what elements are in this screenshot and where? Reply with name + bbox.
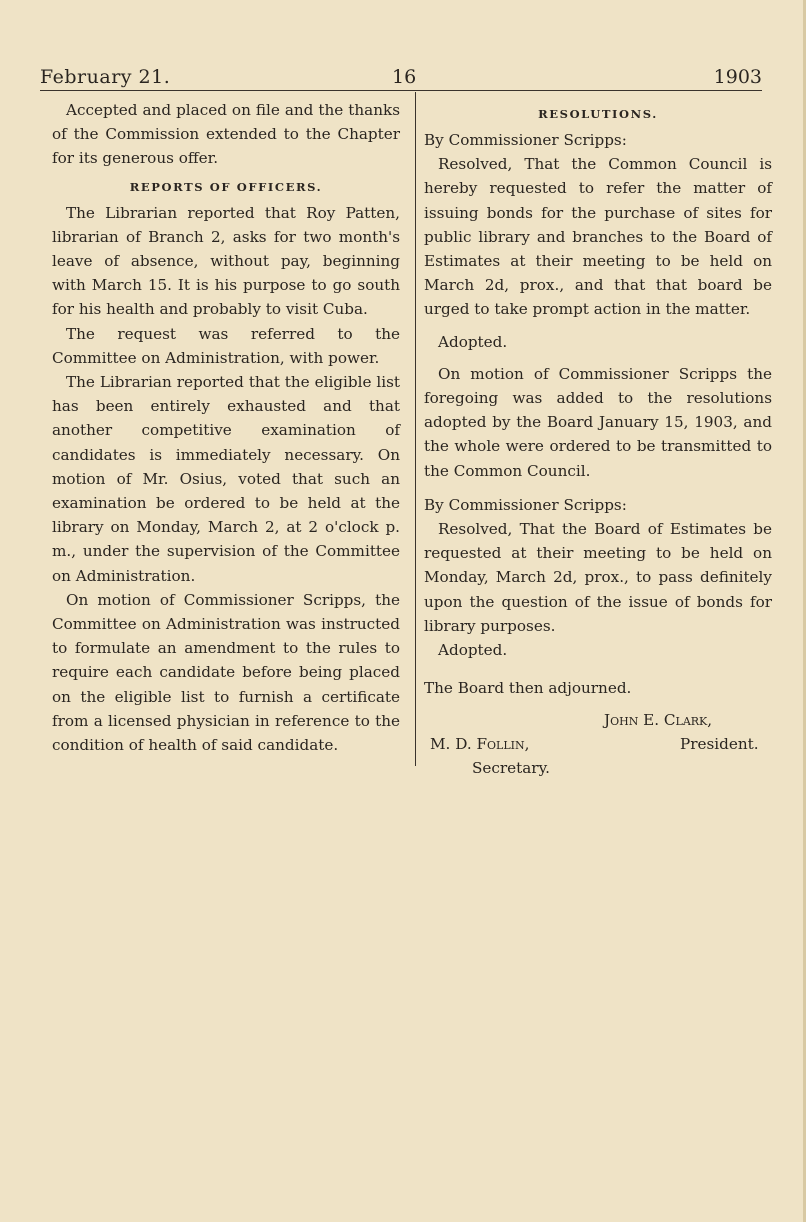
president-title: President.	[680, 735, 759, 754]
header-date: February 21.	[40, 66, 171, 88]
adopted-2: Adopted.	[438, 641, 508, 660]
resolution-2: Resolved, That the Board of Estimates be requested at their meeting to be held on Monday, March 2d, prox., to pass definitely upon the question of the issue of bonds for library purposes.	[424, 520, 772, 635]
resolution-1: Resolved, That the Common Council is hereby requested to refer the matter of issuing bonds for the purchase of sites for public library and branches to the Board of Estimates at their meeting to be held on March 2d, prox., and that that board be urged to take prompt action in the matter.	[424, 155, 772, 319]
signature-block	[424, 708, 772, 778]
paragraph-amendment: On motion of Commissioner Scripps, the Committee on Administration was instructed to formulate an amendment to the rules to require each candidate before being placed on the eligible list to furnish a certificate from a licensed physician in reference to the condition of health of said candidate.	[52, 590, 400, 755]
resolution-mover-1: By Commissioner Scripps:	[424, 131, 627, 149]
left-column	[52, 98, 400, 757]
secretary-name: M. D. Follin,	[430, 735, 530, 754]
header-page-number: 16	[392, 66, 417, 88]
section-heading-reports: REPORTS OF OFFICERS.	[129, 179, 323, 194]
paragraph-examination: The Librarian reported that the eligible list has been entirely exhausted and that another competitive examination of candidates is immediately necessary. On motion of Mr. Osius, voted that such an examination be ordered to be held at the library on Monday, March 2, at 2 o'clock p. m., under the supervision of the Committee on Administration.	[52, 373, 400, 585]
resolution-mover-2: By Commissioner Scripps:	[424, 495, 627, 514]
secretary-title: Secretary.	[472, 759, 550, 778]
paragraph-acceptance: Accepted and placed on file and the thanks of the Commission extended to the Chapter for its generous offer.	[52, 101, 400, 168]
paragraph-referral: The request was referred to the Committee on Administration, with power.	[52, 324, 400, 367]
paragraph-motion: On motion of Commissioner Scripps the foregoing was added to the resolutions adopted by the Board January 15, 1903, and the whole were ordered to be transmitted to the Common Council.	[424, 364, 772, 480]
president-name: John E. Clark,	[604, 711, 713, 730]
right-column	[424, 98, 772, 778]
section-heading-resolutions: RESOLUTIONS.	[538, 107, 658, 121]
header-year: 1903	[713, 66, 762, 88]
page-header	[40, 66, 762, 92]
column-divider	[415, 92, 416, 766]
header-rule	[40, 90, 762, 91]
paragraph-leave-request: The Librarian reported that Roy Patten, librarian of Branch 2, asks for two month's leave of absence, without pay, beginning with March 15. It is his purpose to go south for his health and probably to visit Cuba.	[52, 203, 400, 319]
adopted-1: Adopted.	[438, 332, 508, 351]
adjourned-note: The Board then adjourned.	[424, 679, 632, 698]
